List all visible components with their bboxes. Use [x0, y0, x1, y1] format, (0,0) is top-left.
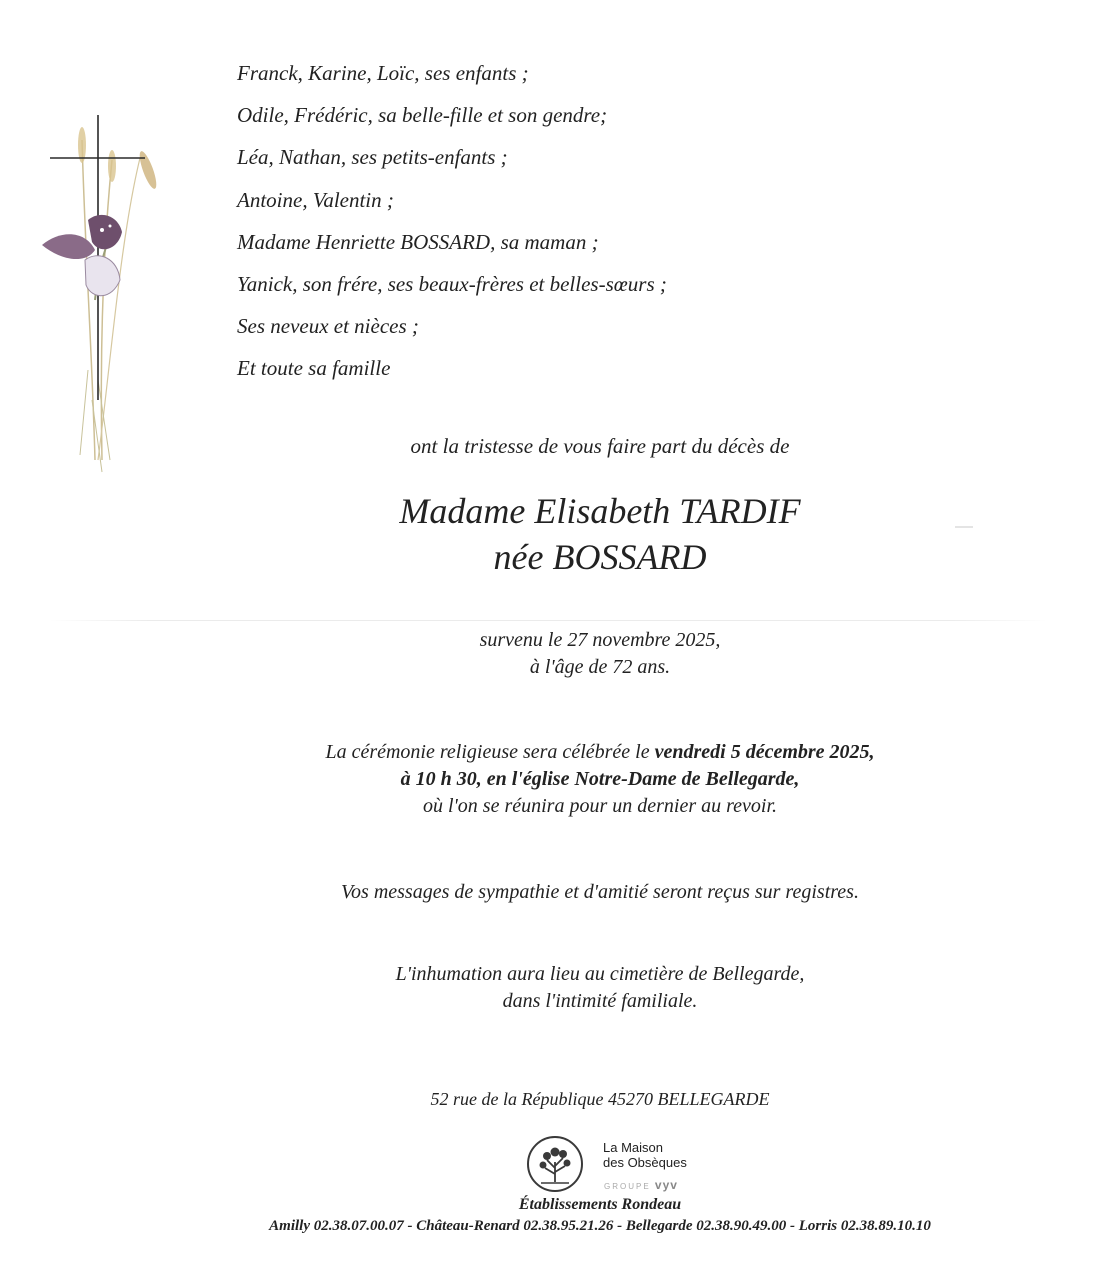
family-line: Odile, Frédéric, sa belle-fille et son gendre; — [237, 103, 608, 128]
tree-logo-icon — [525, 1134, 585, 1194]
ceremony-date: vendredi 5 décembre 2025, — [654, 741, 875, 763]
ceremony-details — [0, 739, 1114, 820]
deceased-birth-name: née BOSSARD — [493, 537, 707, 577]
brand-line-1: La Maison — [603, 1140, 663, 1155]
calla-lily-icon — [42, 215, 122, 300]
funeral-home-address: 52 rue de la République 45270 BELLEGARDE — [430, 1089, 770, 1109]
cross-lily-wheat-ornament — [40, 100, 170, 480]
announcement-text: ont la tristesse de vous faire part du décès de — [410, 434, 790, 458]
funeral-home-logo — [525, 1134, 705, 1194]
family-line: Ses neveux et nièces ; — [237, 314, 419, 339]
group-label — [604, 1178, 678, 1192]
family-line: Léa, Nathan, ses petits-enfants ; — [237, 145, 508, 170]
family-line: Yanick, son frére, ses beaux-frères et belles-sœurs ; — [237, 271, 667, 296]
death-details — [0, 627, 1114, 681]
phone-numbers: Amilly 02.38.07.00.07 - Château-Renard 02.38.95.21.26 - Bellegarde 02.38.90.49.00 - Lorris 02.38.89.10.10 — [269, 1218, 931, 1234]
ceremony-intro: La cérémonie religieuse sera célébrée le — [325, 741, 655, 763]
scan-speck — [955, 526, 973, 528]
sympathy-message: Vos messages de sympathie et d'amitié seront reçus sur registres. — [341, 881, 859, 903]
ceremony-closing: où l'on se réunira pour un dernier au revoir. — [422, 795, 778, 817]
establishment-name: Établissements Rondeau — [518, 1196, 682, 1213]
funeral-home-brand — [603, 1140, 687, 1170]
death-age: à l'âge de 72 ans. — [529, 656, 671, 678]
group-word: GROUPE — [604, 1182, 651, 1191]
ceremony-time-place: à 10 h 30, en l'église Notre-Dame de Bellegarde, — [400, 768, 800, 790]
family-line: Franck, Karine, Loïc, ses enfants ; — [237, 61, 529, 85]
deceased-name-block — [0, 488, 1114, 580]
family-line: Antoine, Valentin ; — [237, 187, 394, 212]
brand-line-2: des Obsèques — [603, 1155, 687, 1170]
wheat-icon — [78, 127, 160, 472]
burial-line-1: L'inhumation aura lieu au cimetière de Bellegarde, — [395, 963, 805, 985]
family-line: Madame Henriette BOSSARD, sa maman ; — [237, 229, 599, 254]
deceased-name: Madame Elisabeth TARDIF — [399, 491, 801, 531]
burial-details — [0, 961, 1114, 1015]
ceremony-line-1 — [0, 739, 1114, 766]
burial-line-2: dans l'intimité familiale. — [502, 990, 698, 1012]
divider — [48, 620, 1048, 621]
family-members-list — [237, 52, 667, 390]
death-date: survenu le 27 novembre 2025, — [479, 629, 721, 651]
group-name: vyv — [654, 1178, 678, 1192]
family-line: Et toute sa famille — [237, 356, 391, 381]
